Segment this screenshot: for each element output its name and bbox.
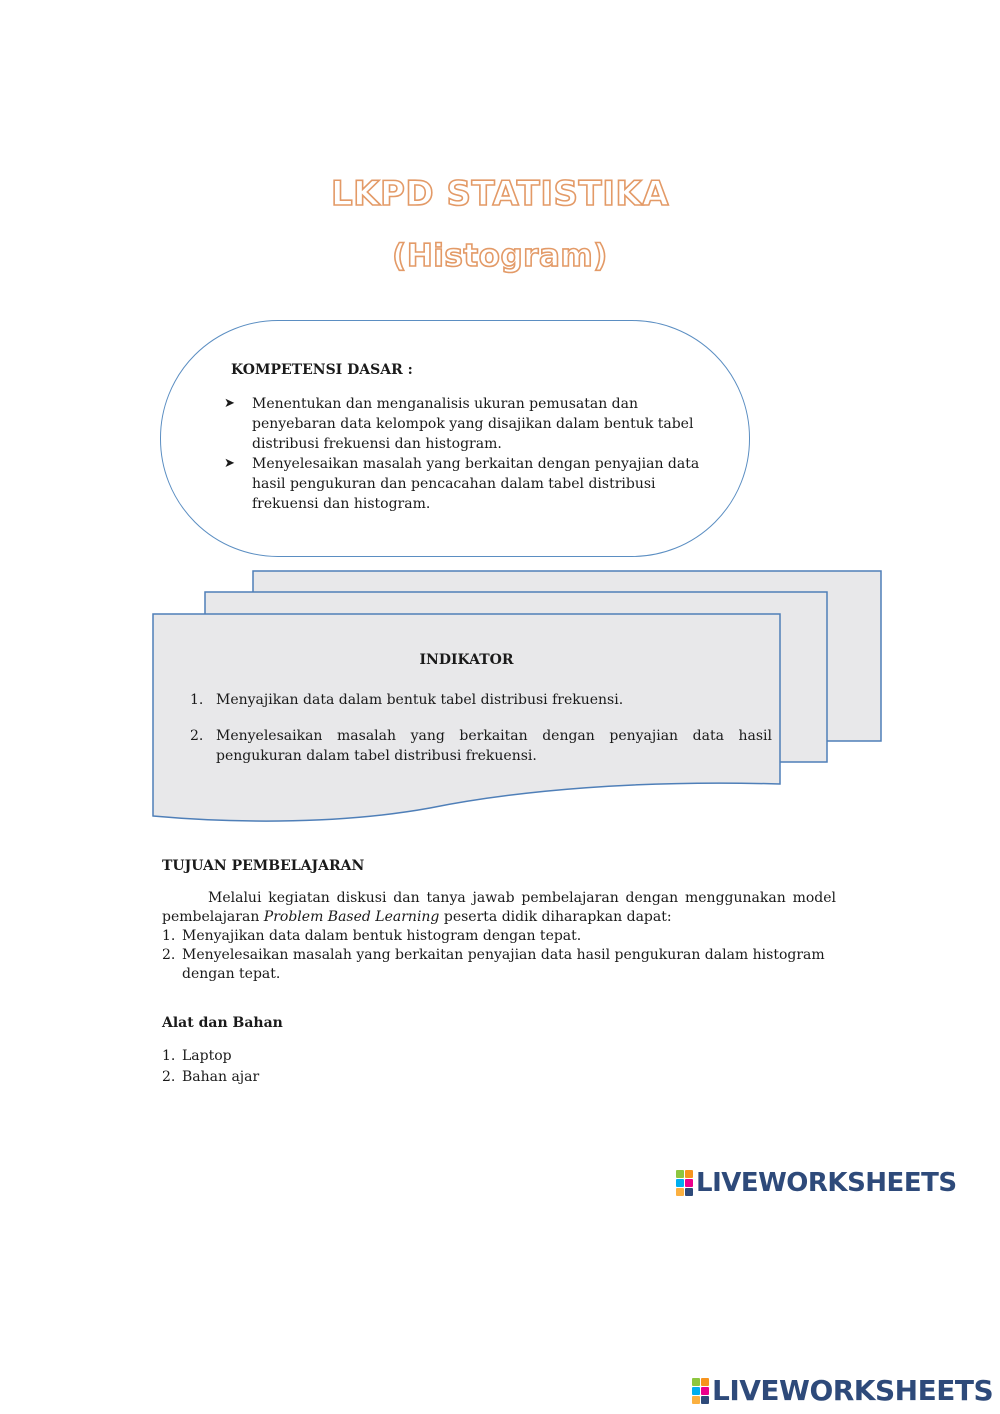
kompetensi-item: ➤ Menentukan dan menganalisis ukuran pemusatan dan penyebaran data kelompok yang disajikan dalam bentuk tabel distribusi frekuensi dan histogram. [224,396,694,452]
worksheet-title: LKPD STATISTIKA [330,174,670,214]
indikator-item: 1. Menyajikan data dalam bentuk tabel distribusi frekuensi. [190,692,624,708]
alat-list [162,1046,259,1088]
tujuan-item: 2. Menyelesaikan masalah yang berkaitan penyajian data hasil pengukuran dalam histogram dengan tepat. [162,947,825,982]
alat-item: 1. Laptop [162,1048,232,1064]
alat-item: 2. Bahan ajar [162,1069,260,1085]
indikator-item: 2. Menyelesaikan masalah yang berkaitan dengan penyajian data hasil pengukuran dalam tabel distribusi frekuensi. [190,728,772,764]
tujuan-heading: TUJUAN PEMBELAJARAN [162,858,365,874]
tujuan-item: 1. Menyajikan data dalam bentuk histogram dengan tepat. [162,928,582,944]
kompetensi-item: ➤ Menyelesaikan masalah yang berkaitan dengan penyajian data hasil pengukuran dan pencacahan dalam tabel distribusi frekuensi dan histogram. [224,456,700,512]
alat-heading: Alat dan Bahan [162,1015,283,1031]
indikator-heading: INDIKATOR [419,652,514,668]
tujuan-intro: Melalui kegiatan diskusi dan tanya jawab pembelajaran dengan menggunakan model pembelajaran Problem Based Learning peserta didik diharapkan dapat: [162,890,836,925]
liveworksheets-mark-icon [676,1170,693,1196]
arrow-bullet-icon: ➤ [224,456,235,471]
arrow-bullet-icon: ➤ [224,396,235,411]
liveworksheets-logo: LIVEWORKSHEETS [692,1374,993,1407]
liveworksheets-mark-icon [692,1378,709,1404]
indikator-list [190,690,772,782]
liveworksheets-logo: LIVEWORKSHEETS [676,1168,957,1198]
kompetensi-heading: KOMPETENSI DASAR : [231,362,413,378]
worksheet-subtitle: (Histogram) [392,238,608,274]
tujuan-list [162,927,836,984]
